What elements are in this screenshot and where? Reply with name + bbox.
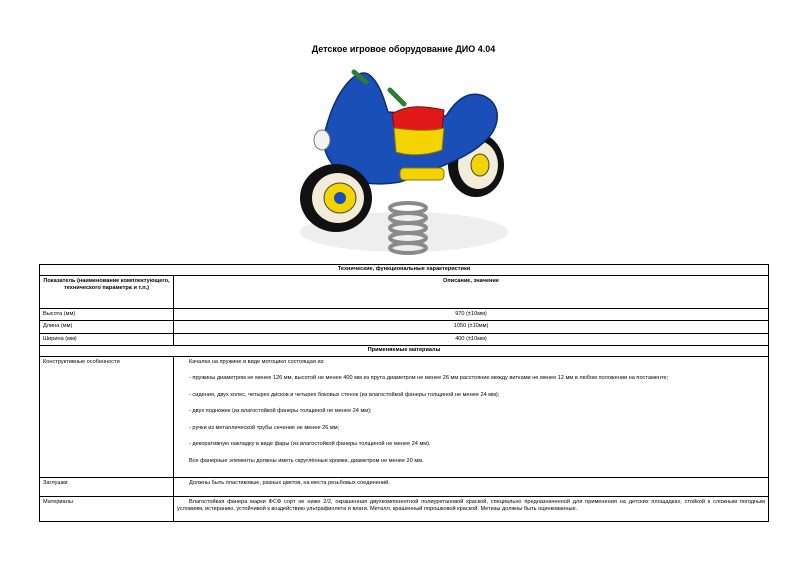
row-value: 400 (±10мм) [174, 333, 769, 346]
row-value: 970 (±10мм) [174, 308, 769, 321]
design-line: Качалка на пружине в виде мотоцикл состоящая из: [189, 358, 325, 365]
table-row [40, 356, 769, 477]
design-line: - сидения, двух колес, четырех дисков и четырех боковых стенок (из влагостойкой фанеры толщиной не менее 24 мм); [189, 391, 500, 398]
design-line: - пружины диаметром не менее 126 мм, высотой не менее 400 мм из прута диаметром не менее 26 мм расстояние между витками не менее 12 мм в любом положении на постаменте; [189, 375, 669, 382]
row-label: Ширина (мм) [40, 333, 174, 346]
tech-section-row [40, 265, 769, 276]
design-line: Все фанерные элементы должны иметь скруглённые кромки, диаметром не менее 20 мм. [189, 458, 424, 465]
row-label: Заглушки [40, 477, 174, 496]
tank-panel [394, 128, 444, 155]
design-line: - декоративную накладку в виде фары (из влагостойкой фанеры толщиной не менее 24 мм). [189, 441, 431, 448]
row-label: Длина (мм) [40, 321, 174, 334]
footrest [400, 168, 444, 180]
section-heading-tech: Технические, функциональные характеристики [40, 265, 769, 276]
design-line: - двух подножек (из влагостойкой фанеры толщиной не менее 24 мм); [189, 408, 372, 415]
front-wheel [300, 164, 372, 232]
design-line: - ручки из металлической трубы сечение не менее 26 мм; [189, 424, 340, 431]
header-description: Описание, значение [174, 275, 769, 308]
table-row [40, 321, 769, 334]
row-label: Материалы [40, 496, 174, 521]
header-row [40, 275, 769, 308]
section-heading-materials: Применяемые материалы [40, 346, 769, 357]
table-row [40, 496, 769, 521]
specification-table [39, 264, 769, 522]
row-label: Конструктивные особенности [40, 356, 174, 477]
plugs-value [174, 477, 769, 496]
row-value: 1050 (±10мм) [174, 321, 769, 334]
table-row [40, 333, 769, 346]
plugs-text: Должны быть пластиковые, разных цветов, на места резьбовых соединений. [189, 479, 390, 486]
row-label: Высота (мм) [40, 308, 174, 321]
materials-value: Влагостойкая фанера марки ФСФ сорт не ниже 2/2, окрашенная двухкомпонентной полиуретановой краской, специально предназначенной для применения на детских площадках, стойкой к сложным погодным условиям, истиранию, устойчивой к воздействию ультрафиолета и влаги. Металл, крашенный порошковой краской. Метизы должны быть оцинкованные. [174, 496, 769, 521]
page-title: Детское игровое оборудование ДИО 4.04 [311, 44, 496, 54]
header-indicator: Показатель (наименование комплектующего, технического параметра и т.п.) [40, 275, 174, 308]
table-row [40, 477, 769, 496]
materials-section-row [40, 346, 769, 357]
headlight [314, 130, 330, 150]
design-description [174, 356, 769, 477]
motorcycle-spring-rocker-illustration [296, 60, 512, 266]
table-row [40, 308, 769, 321]
